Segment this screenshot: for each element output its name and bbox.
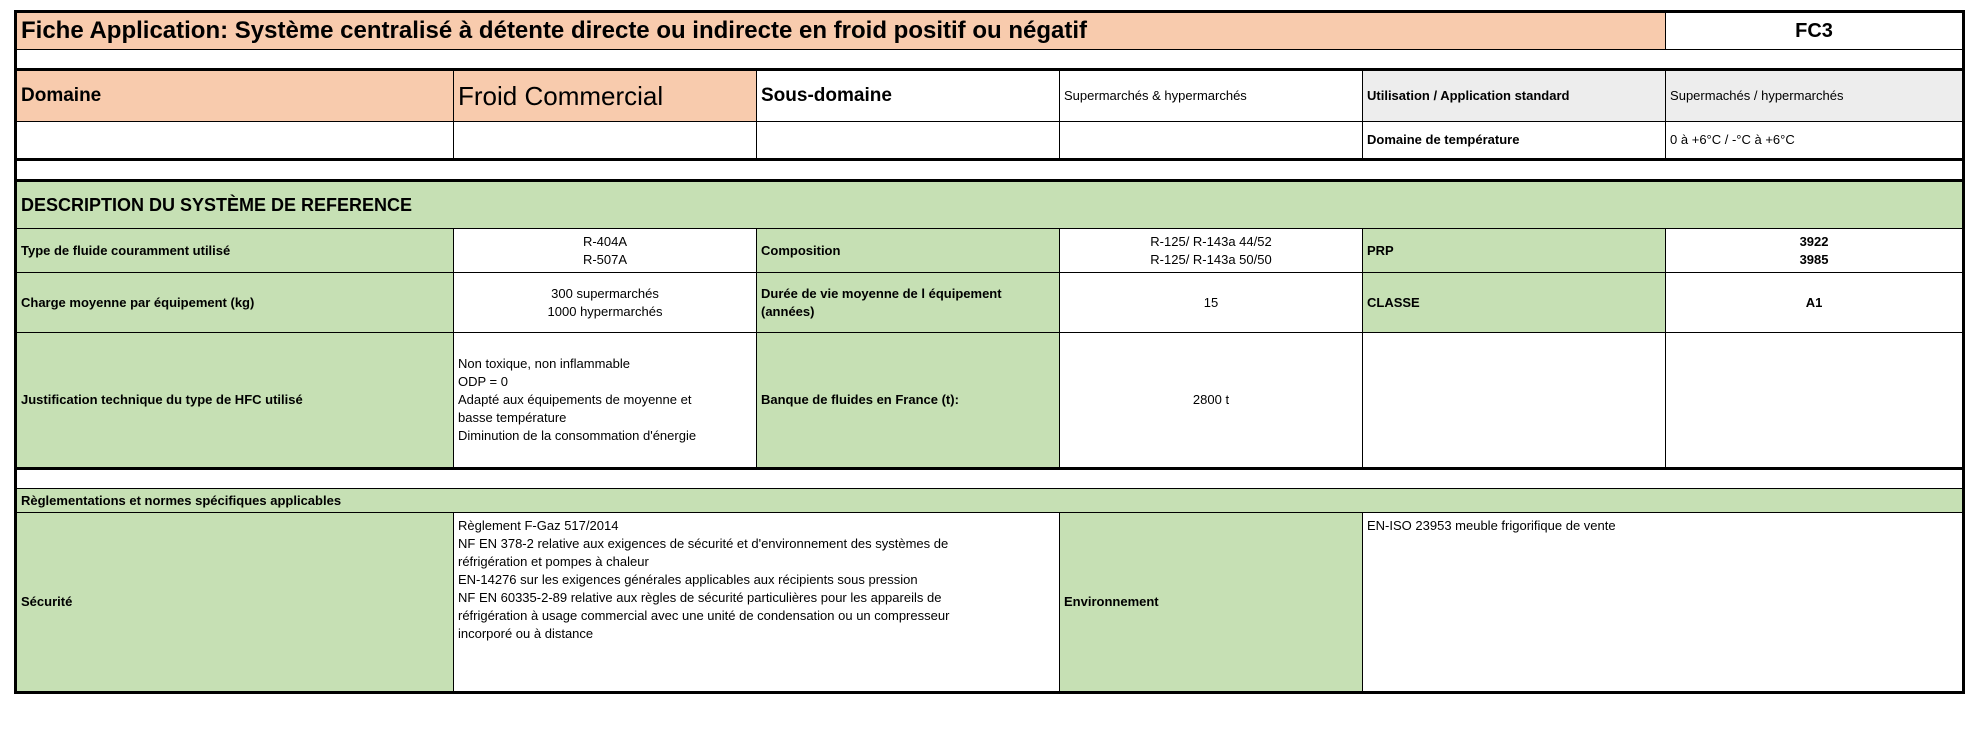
empty-cell [1666, 333, 1964, 469]
composition-value: R-125/ R-143a 44/52 [1150, 233, 1272, 249]
securite-line: NF EN 60335-2-89 relative aux règles de sécurité particulières pour les appareils de [458, 590, 942, 605]
justification-line: ODP = 0 [458, 374, 508, 389]
empty-cell [454, 122, 757, 160]
spacer-row [16, 160, 1964, 181]
charge-value: 300 supermarchés [551, 285, 659, 301]
utilisation-label: Utilisation / Application standard [1363, 70, 1666, 122]
fluid-value: R-507A [582, 251, 628, 267]
justification-line: Diminution de la consommation d'énergie [458, 428, 697, 443]
sous-domaine-label: Sous-domaine [757, 70, 1060, 122]
bank-label: Banque de fluides en France (t): [757, 333, 1060, 469]
justification-line: Non toxique, non inflammable [458, 356, 630, 371]
prp-value: 3922 [1799, 233, 1829, 249]
bank-value: 2800 t [1060, 333, 1363, 469]
lifetime-value: 15 [1060, 273, 1363, 333]
spacer-row [16, 469, 1964, 489]
securite-line: Règlement F-Gaz 517/2014 [458, 518, 619, 533]
empty-cell [1060, 122, 1363, 160]
composition-values [1060, 229, 1363, 273]
securite-values [454, 513, 1060, 693]
empty-cell [16, 122, 454, 160]
environnement-value: EN-ISO 23953 meuble frigorifique de vente [1363, 513, 1964, 693]
utilisation-value: Supermachés / hypermarchés [1666, 70, 1964, 122]
composition-label: Composition [757, 229, 1060, 273]
justification-label: Justification technique du type de HFC utilisé [16, 333, 454, 469]
justification-line: Adapté aux équipements de moyenne et [458, 392, 692, 407]
securite-line: réfrigération à usage commercial avec une unité de condensation ou un compresseur [458, 608, 950, 623]
sheet-table [14, 10, 1965, 694]
sous-domaine-value: Supermarchés & hypermarchés [1060, 70, 1363, 122]
empty-cell [1363, 333, 1666, 469]
prp-value: 3985 [1799, 251, 1829, 267]
securite-line: réfrigération et pompes à chaleur [458, 554, 649, 569]
empty-cell [757, 122, 1060, 160]
charge-value: 1000 hypermarchés [547, 303, 663, 319]
spacer-row [16, 50, 1964, 70]
justification-line: basse température [458, 410, 567, 425]
charge-label: Charge moyenne par équipement (kg) [16, 273, 454, 333]
temperature-label: Domaine de température [1363, 122, 1666, 160]
justification-values [454, 333, 757, 469]
lifetime-label: Durée de vie moyenne de l équipement (années) [757, 273, 1060, 333]
fluid-value: R-404A [582, 233, 628, 249]
reference-section-title: DESCRIPTION DU SYSTÈME DE REFERENCE [16, 181, 1964, 229]
domaine-label: Domaine [16, 70, 454, 122]
sheet-title: Fiche Application: Système centralisé à détente directe ou indirecte en froid positif ou négatif [16, 12, 1666, 50]
securite-line: incorporé ou à distance [458, 626, 594, 641]
fluid-label: Type de fluide couramment utilisé [16, 229, 454, 273]
securite-label: Sécurité [16, 513, 454, 693]
securite-line: NF EN 378-2 relative aux exigences de sécurité et d'environnement des systèmes de [458, 536, 949, 551]
domaine-value: Froid Commercial [454, 70, 757, 122]
securite-line: EN-14276 sur les exigences générales applicables aux récipients sous pression [458, 572, 918, 587]
environnement-label: Environnement [1060, 513, 1363, 693]
sheet-code: FC3 [1666, 12, 1964, 50]
temperature-value: 0 à +6°C / -°C à +6°C [1666, 122, 1964, 160]
composition-value: R-125/ R-143a 50/50 [1150, 251, 1272, 267]
prp-values [1666, 229, 1964, 273]
regulations-section-title: Règlementations et normes spécifiques applicables [16, 489, 1964, 513]
prp-label: PRP [1363, 229, 1666, 273]
charge-values [454, 273, 757, 333]
classe-value: A1 [1666, 273, 1964, 333]
fluid-values [454, 229, 757, 273]
application-sheet [14, 10, 1962, 694]
classe-label: CLASSE [1363, 273, 1666, 333]
